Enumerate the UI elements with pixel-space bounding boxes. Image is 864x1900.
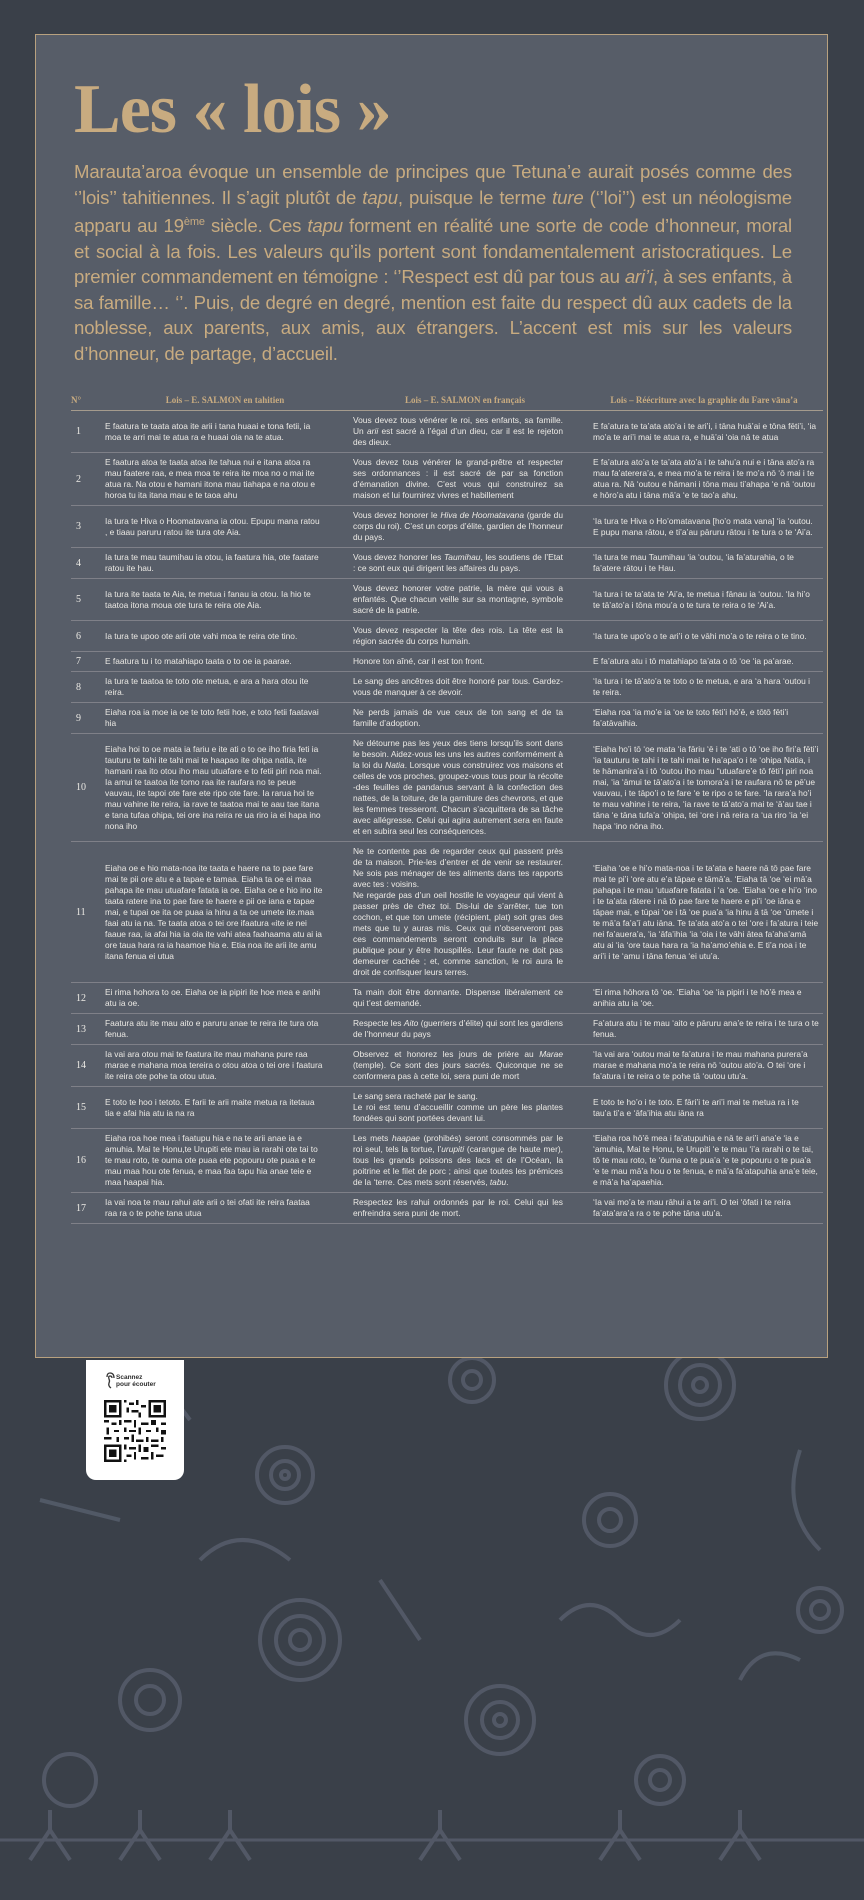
law-fare-vanaa: ‘Ia tura i te ta’ata te ‘Ai’a, te metua i fānau ia ‘outou. ‘Ia hi’o te tā’ato’a i tōna mou’a o te tura te reira o te ‘Ai’a. — [585, 579, 823, 621]
ear-icon — [106, 1372, 116, 1390]
law-number: 8 — [71, 672, 105, 703]
law-french: Respecte les Aito (guerriers d’élite) qui sont les gardiens de l’honneur du pays — [345, 1014, 585, 1045]
law-number: 16 — [71, 1129, 105, 1193]
table-row — [71, 411, 823, 453]
law-number: 12 — [71, 983, 105, 1014]
law-tahitian: E faatura tu i to matahiapo taata o to oe ia paarae. — [105, 652, 345, 672]
law-number: 9 — [71, 703, 105, 734]
law-number: 14 — [71, 1045, 105, 1087]
law-fare-vanaa: ‘Ia tura te upo’o o te ari’i o te vāhi mo’a o te reira o te tino. — [585, 621, 823, 652]
table-row — [71, 1193, 823, 1224]
header-french: Lois – E. SALMON en français — [345, 393, 585, 411]
page-title: Les « lois » — [74, 71, 391, 148]
table-row — [71, 548, 823, 579]
law-french: Le sang sera racheté par le sang. Le roi est tenu d’accueillir comme un père les plantes fondées qui sont portées devant lui. — [345, 1087, 585, 1129]
law-tahitian: Eiaha roa hoe mea i faatupu hia e na te arii anae ia e amuhia. Mai te Honu,te Urupiti ete mau ia rarahi ote tai to te mau roto, te ouma ote puaa ete popouru ote puaa e te mau maa hou ote fenua, e maa faa tapu hia anae teie e maa haapai hia. — [105, 1129, 345, 1193]
table-row — [71, 1014, 823, 1045]
law-tahitian: Ia tura te taatoa te toto ote metua, e ara a hara otou ite reira. — [105, 672, 345, 703]
law-tahitian: Ei rima hohora to oe. Eiaha oe ia pipiri ite hoe mea e anihi atu ia oe. — [105, 983, 345, 1014]
law-number: 3 — [71, 506, 105, 548]
law-number: 7 — [71, 652, 105, 672]
table-row — [71, 842, 823, 983]
table-row — [71, 579, 823, 621]
law-french: Vous devez respecter la tête des rois. La tête est la région sacrée du corps humain. — [345, 621, 585, 652]
law-number: 17 — [71, 1193, 105, 1224]
law-fare-vanaa: ‘Ia tura te mau Taumihau ‘ia ‘outou, ‘ia fa’aturahia, o te fa’atere rātou i te Hau. — [585, 548, 823, 579]
law-french: Ta main doit être donnante. Dispense libéralement ce qui t’est demandé. — [345, 983, 585, 1014]
qr-code[interactable] — [104, 1400, 166, 1462]
law-number: 11 — [71, 842, 105, 983]
table-row — [71, 983, 823, 1014]
qr-label — [116, 1374, 166, 1388]
law-fare-vanaa: ‘Eiaha roa ‘ia mo’e ia ‘oe te toto fēti’i hō’ē, e tōtō fēti’i fa’atāvaihia. — [585, 703, 823, 734]
content-panel — [35, 34, 828, 1358]
table-row — [71, 1087, 823, 1129]
law-tahitian: Ia tura te mau taumihau ia otou, ia faatura hia, ote faatare ratou ite hau. — [105, 548, 345, 579]
law-french: Les mets haapae (prohibés) seront consommés par le roi seul, tels la tortue, l’urupiti (carangue de haute mer), tous les grands poissons des lacs et de l’Océan, la poitrine et le filet de porc ; ainsi que toutes les prémices de la ‘terre. Ces mets sont réservés, tabu. — [345, 1129, 585, 1193]
law-number: 2 — [71, 453, 105, 506]
law-fare-vanaa: ‘Ia tura i te tā’ato’a te toto o te metua, e ara ‘a hara ‘outou i te reira. — [585, 672, 823, 703]
law-french: Observez et honorez les jours de prière au Marae (temple). Ce sont des jours sacrés. Quiconque ne se conformera pas à cette loi, sera puni de mort — [345, 1045, 585, 1087]
law-tahitian: Faatura atu ite mau aito e paruru anae te reira ite tura ota fenua. — [105, 1014, 345, 1045]
table-row — [71, 453, 823, 506]
table-row — [71, 1129, 823, 1193]
table-row — [71, 734, 823, 842]
law-fare-vanaa: E toto te ho’o i te toto. E fāri’i te ari’i mai te metua ra i te tau’a ti’a e ‘āfa’ihia atu iāna ra — [585, 1087, 823, 1129]
intro-paragraph: Marauta’aroa évoque un ensemble de principes que Tetuna’e aurait posés comme des ‘’lois’’ tahitiennes. Il s’agit plutôt de tapu, puisque le terme ture (‘’loi’’) est un néologisme apparu au 19ème siècle. Ces tapu forment en réalité une sorte de code d’honneur, moral et social à la fois. Les valeurs qu’ils portent sont fondamentalement aristocratiques. Le premier commandement en témoigne : ‘’Respect est dû par tous au ari’i, à ses enfants, à sa famille… ‘’. Puis, de degré en degré, mention est faite du respect dû aux cadets de la noblesse, aux parents, aux amis, aux étrangers. L’accent est mis sur les valeurs d’honneur, de partage, d’accueil. — [74, 161, 792, 364]
law-number: 1 — [71, 411, 105, 453]
law-tahitian: E faatura te taata atoa ite arii i tana huaai e tona fetii, ia moa te arri mai te atua ra e huaai oia na te atua. — [105, 411, 345, 453]
law-number: 15 — [71, 1087, 105, 1129]
law-fare-vanaa: ‘Ia vai mo’a te mau rāhui a te ari’i. O tei ‘ōfati i te reira fa’ata’ara’a ra o te pohe tāna utu’a. — [585, 1193, 823, 1224]
qr-label-line2: pour écouter — [116, 1381, 156, 1388]
header-fare-vanaa: Lois – Réécriture avec la graphie du Fare vāna’a — [585, 393, 823, 411]
law-fare-vanaa: ‘Eiaha ‘oe e hi’o mata-noa i te ta’ata e haere nā tō pae fare mai te pi’i ‘ore atu e’a tāpae e tāmā’a. ‘Eiaha tā ‘oe ‘ei mā’a pahapa i te mau ‘utuafare fatata i ‘a ‘oe. ‘Eiaha ‘oe e hi’o ‘ino i te ta’ata rātere i nā tō pae fare te haere e pi’i ‘oe iāna e tāpae mai, e tūpai ‘oe i tā ‘oe pua’a ‘ia hinu ā tā ‘oe ‘ūmete i te mā’a fa’a’ī atu iāna. Te ta’ata ato’a o tei ‘ore i fa’atura i teie nei fa’auera’a, ‘ia ‘āfa’ihia ‘ia ‘oia i te vāhi ātea fa’aha’amā atu ai ‘ia ‘ore taua hara ra ‘ia ha’amo’ehia e. E ti’a noa i te ari’i i te ‘amu i tāna fenua ‘ei utu’a. — [585, 842, 823, 983]
table-row — [71, 1045, 823, 1087]
law-french: Vous devez honorer votre patrie, la mère qui vous a enfantés. Que chacun veille sur sa montagne, symbole sacré de la patrie. — [345, 579, 585, 621]
law-french: Ne te contente pas de regarder ceux qui passent près de ta maison. Prie-les d’entrer et de venir se restaurer. Ne sois pas ménager de tes aliments dans tes rapports avec tes : voisins. Ne regarde pas d’un oeil hostile le voyageur qui vient à passer près de chez toi. Dis-lui de s’arrêter, tue ton cochon, et que ton umete (récipient, plat) soit gras des mets que tu y auras mis. Ceux qui n’observeront pas ces commandements seront conduits sur la place publique pour y être houspillés. Leur faute ne doit pas demeurer cachée ; et, comme sanction, le roi aura le droit de confisquer leurs terres. — [345, 842, 585, 983]
header-tahitian: Lois – E. SALMON en tahitien — [105, 393, 345, 411]
law-fare-vanaa: E fa’atura ato’a te ta’ata ato’a i te tahu’a nui e i tāna ato’a ra mau fa’aterera’a, e mea mo’a te reira i te mo’a nō ‘ō mai i te atua ra. Nā ‘outou e hāmani i tōna mau ti’ahapa ‘e nā ‘outou e hōro’a atu i tāna mā’a ‘e te tao’a ahu. — [585, 453, 823, 506]
law-french: Ne détourne pas les yeux des tiens lorsqu’ils sont dans le besoin. Aidez-vous les uns les autres conformément à la loi du Natia. Lorsque vous construirez vos maisons et celles de vos proches, groupez-vous tous pour la récolte -des feuilles de pandanus servant à la confection des nattes, de la toiture, de la garniture des chevrons, et que les femmes tresseront. Chacun s’acquittera de sa tâche avec allégresse. Celui qui agira autrement sera en faute et en subira seul les conséquences. — [345, 734, 585, 842]
law-french: Le sang des ancêtres doit être honoré par tous. Gardez-vous de manquer à ce devoir. — [345, 672, 585, 703]
law-french: Vous devez tous vénérer le roi, ses enfants, sa famille. Un arii est sacré à l’égal d’un dieu, car il est le rejeton des dieux. — [345, 411, 585, 453]
law-tahitian: Ia vai ara otou mai te faatura ite mau mahana pure raa marae e mahana moa tereira o otou atoa o tei ore i faatura ite reira ote pohe ta otou utua. — [105, 1045, 345, 1087]
law-fare-vanaa: E fa’atura te ta’ata ato’a i te ari’i, i tāna huā’ai e tōna fēti’i, ‘ia mo’a te ari’i mai te atua ra, e huā’ai ‘oia nā te atua — [585, 411, 823, 453]
law-tahitian: Ia tura te Hiva o Hoomatavana ia otou. Epupu mana ratou , e tiaau paruru ratou ite tura ote Aia. — [105, 506, 345, 548]
table-row — [71, 621, 823, 652]
law-french: Ne perds jamais de vue ceux de ton sang et de ta famille d’adoption. — [345, 703, 585, 734]
header-number: N° — [71, 393, 105, 411]
law-french: Vous devez honorer les Taumihau, les soutiens de l’Etat : ce sont eux qui dirigent les affaires du pays. — [345, 548, 585, 579]
law-tahitian: Ia vai noa te mau rahui ate arii o tei ofati ite reira faataa raa ra o te pohe tana utua — [105, 1193, 345, 1224]
law-fare-vanaa: E fa’atura atu i tō matahiapo ta’ata o tō ‘oe ‘ia pa’arae. — [585, 652, 823, 672]
law-french: Honore ton aîné, car il est ton front. — [345, 652, 585, 672]
law-number: 6 — [71, 621, 105, 652]
law-tahitian: Eiaha oe e hio mata-noa ite taata e haere na to pae fare mai te pii ore atu e a tapae e tamaa. Eiaha ta oe ei maa pahapa ite mau utuafare fatata ia oe. Eiaha oe e hio ino ite taata ratere ina to pae fare te haere e pii oe iana e tapae mai, e tupai oe ita oe puaa ia hinu a ta oe umete ite.maa faai atu ia na. Te taata atoa o tei ore ifaatura «ite ie nei faaue raa, ia afai hia ia oia ite vahi atea faahaama atu ai ia ore taua hara ra ia haamoe hia e. Etia noa ite arii ite amu itana fenua ei utua — [105, 842, 345, 983]
law-tahitian: Ia tura te upoo ote arii ote vahi moa te reira ote tino. — [105, 621, 345, 652]
table-row — [71, 703, 823, 734]
law-fare-vanaa: Fa’atura atu i te mau ‘aito e pāruru ana’e te reira i te tura o te fenua. — [585, 1014, 823, 1045]
table-row — [71, 652, 823, 672]
law-french: Vous devez honorer le Hiva de Hoomatavana (garde du corps du roi). C’est un corps d’élite, gardien de l’honneur du pays. — [345, 506, 585, 548]
law-fare-vanaa: ‘Ia vai ara ‘outou mai te fa’atura i te mau mahana purera’a marae e mahana mo’a te reira nō ‘outou ato’a. O tei ‘ore i fa’atura i te reira o te pohe tā ‘outou utu’a. — [585, 1045, 823, 1087]
law-number: 10 — [71, 734, 105, 842]
law-number: 4 — [71, 548, 105, 579]
law-tahitian: E faatura atoa te taata atoa ite tahua nui e itana atoa ra mau faatere raa, e mea moa te reira ite moa no o mai ite atua ra. Na otou e hamani itona mau tiahapa e na otou e horoa tu ita itana mau e te taoa ahu — [105, 453, 345, 506]
table-row — [71, 506, 823, 548]
table-row — [71, 672, 823, 703]
law-tahitian: E toto te hoo i tetoto. E farii te arii maite metua ra itetaua tia e afai hia atu ia na ra — [105, 1087, 345, 1129]
law-tahitian: Eiaha hoi to oe mata ia fariu e ite ati o to oe iho firia feti ia tauturu te tahi ite tahi mai te haapao ite ohipa natia, ite hamani raa ito otou iho mau utuafare e to fetii piri noa mai. Ia amui te taatoa ite tomo raa ite raufara no te peue vauvau, ite tapoi ote fare ete ripo ote fare. Ia rarua hoi te mau vahine ite reira, ia rave te taatoa mai te aau tae itana e tana tufaa ohipa, tei ore ina reira re ua riro ia ei hapa ino nona iho — [105, 734, 345, 842]
law-fare-vanaa: ‘Eiaha ho’i tō ‘oe mata ‘ia fāriu ‘ē i te ‘ati o tō ‘oe iho firi’a fēti’i ‘ia tauturu te tahi i te tahi mai te ha’apa’o i te ‘ohipa Natia, i te hāmanira’a i tō ‘outou iho mau “utuafare’e tō fēti’i piri noa mai, ‘ia ‘āmui te tā’ato’a i te tomora’a i te raufara nō te pē’ue vauvau, i te tāpo’i o te fare ‘e te ripo o te fare. ‘Ia rara’a ho’i te mau vahine i te reira, ‘ia rave te tā’ato’a mai te ‘ā’au tae i tāna ‘e tāna tufa’a ‘ohipa, tei ‘ore i nā reira ra ‘ua riro ‘ia ‘ei hapa ‘ino nōna iho. — [585, 734, 823, 842]
law-number: 13 — [71, 1014, 105, 1045]
law-tahitian: Eiaha roa ia moe ia oe te toto fetii hoe, e toto fetii faatavai hia — [105, 703, 345, 734]
law-fare-vanaa: ‘Eiaha roa hō’ē mea i fa’atupuhia e nā te ari’i ana’e ‘ia e ‘amuhia, Mai te Honu, te Urupiti ‘e te mau ‘i’a rarahi o te tai, tō te mau roto, te ‘ōuma o te pua’a ‘e te popouru o te pua’a ‘e te mau mā’a hou o te fenua, e mā’a fa’atapuhia ana’e teie, e mā’a ha’apaehia. — [585, 1129, 823, 1193]
qr-label-line1: Scannez — [116, 1374, 143, 1381]
law-number: 5 — [71, 579, 105, 621]
laws-table-header — [71, 393, 823, 411]
law-french: Respectez les rahui ordonnés par le roi. Celui qui les enfreindra sera puni de mort. — [345, 1193, 585, 1224]
laws-table — [71, 393, 823, 1224]
law-fare-vanaa: ‘Ei rima hōhora tō ‘oe. ‘Eiaha ‘oe ‘ia pipiri i te hō’ē mea e anihia atu ia ‘oe. — [585, 983, 823, 1014]
law-tahitian: Ia tura ite taata te Aia, te metua i fanau ia otou. Ia hio te taatoa itona moua ote tura te reira ote Aia. — [105, 579, 345, 621]
qr-card[interactable] — [86, 1360, 184, 1480]
law-fare-vanaa: ‘Ia tura te Hiva o Ho’omatavana [ho’o mata vana] ‘ia ‘outou. E pupu mana rātou, e ti’a’au pāruru rātou i te tura o te ‘Ai’a. — [585, 506, 823, 548]
law-french: Vous devez tous vénérer le grand-prêtre et respecter ses ordonnances : il est sacré de par sa fonction d’émanation divine. C’est vous qui construirez sa maison et lui fournirez vivres et habillement — [345, 453, 585, 506]
